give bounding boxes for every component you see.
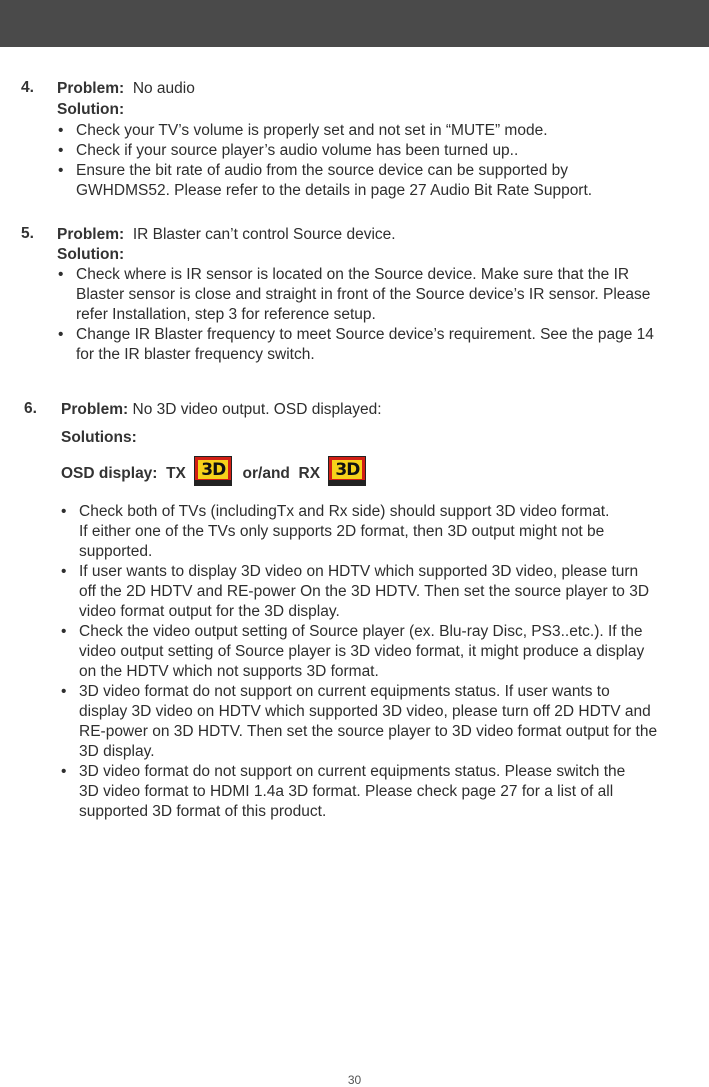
solutions-label: Solutions: bbox=[61, 429, 137, 446]
list-item: • If user wants to display 3D video on HDTV which supported 3D video, please turn off the 2D HDTV and RE-power On the 3D HDTV. Then set the source player to 3D video format output for the 3D display. bbox=[61, 563, 650, 620]
problem-text: No 3D video output. OSD displayed: bbox=[132, 401, 382, 418]
list-item: • Check the video output setting of Source player (ex. Blu-ray Disc, PS3..etc.). If the video output setting of Source player is 3D video format, it might produce a display on the HDTV which not supports 3D format. bbox=[61, 623, 645, 680]
problem-label: Problem: bbox=[57, 80, 125, 97]
osd-connector-text: or/and bbox=[242, 465, 290, 483]
osd-display-label: OSD display: bbox=[61, 465, 158, 483]
solution-list bbox=[58, 121, 696, 201]
3d-osd-icon: 3D bbox=[194, 456, 232, 486]
problem-label: Problem: bbox=[61, 401, 129, 418]
list-item: • 3D video format do not support on current equipments status. Please switch the 3D video format to HDMI 1.4a 3D format. Please check page 27 for a list of all supported 3D format of this product. bbox=[61, 763, 626, 820]
solution-label: Solution: bbox=[57, 246, 125, 263]
solution-label: Solution: bbox=[57, 101, 125, 118]
osd-display-line bbox=[61, 459, 372, 489]
3d-osd-icon: 3D bbox=[328, 456, 366, 486]
header-bar bbox=[0, 0, 709, 47]
list-item: • Ensure the bit rate of audio from the source device can be supported by GWHDMS52. Please refer to the details in page 27 Audio Bit Rate Support. bbox=[58, 162, 593, 199]
list-item: • Change IR Blaster frequency to meet Source device’s requirement. See the page 14 for the IR blaster frequency switch. bbox=[58, 326, 654, 363]
page-number: 30 bbox=[347, 1073, 362, 1087]
list-item: • 3D video format do not support on current equipments status. If user wants to display 3D video on HDTV which supported 3D video, please turn off 2D HDTV and RE-power on 3D HDTV. Then set the source player to 3D video format output for the 3D display. bbox=[61, 683, 658, 760]
problem-line bbox=[61, 400, 382, 420]
solution-list bbox=[58, 265, 696, 365]
list-item: • Check both of TVs (includingTx and Rx side) should support 3D video format. If either one of the TVs only supports 2D format, then 3D output might not be supported. bbox=[61, 503, 610, 560]
list-item: • Check where is IR sensor is located on the Source device. Make sure that the IR Blaster sensor is close and straight in front of the Source device’s IR sensor. Please refer Installation, step 3 for reference setup. bbox=[58, 266, 651, 323]
problem-label: Problem: bbox=[57, 226, 125, 243]
item-number: 6. bbox=[24, 400, 37, 417]
item-number: 5. bbox=[21, 225, 34, 242]
osd-tx-label: TX bbox=[166, 465, 186, 483]
solution-list bbox=[61, 502, 699, 822]
list-item: • Check if your source player’s audio volume has been turned up.. bbox=[58, 142, 519, 159]
osd-rx-label: RX bbox=[298, 465, 321, 483]
problem-line bbox=[57, 225, 396, 245]
problem-line bbox=[57, 79, 195, 99]
problem-text: No audio bbox=[132, 80, 195, 97]
problem-text: IR Blaster can’t control Source device. bbox=[132, 226, 396, 243]
list-item: • Check your TV’s volume is properly set and not set in “MUTE” mode. bbox=[58, 122, 548, 139]
item-number: 4. bbox=[21, 79, 34, 96]
